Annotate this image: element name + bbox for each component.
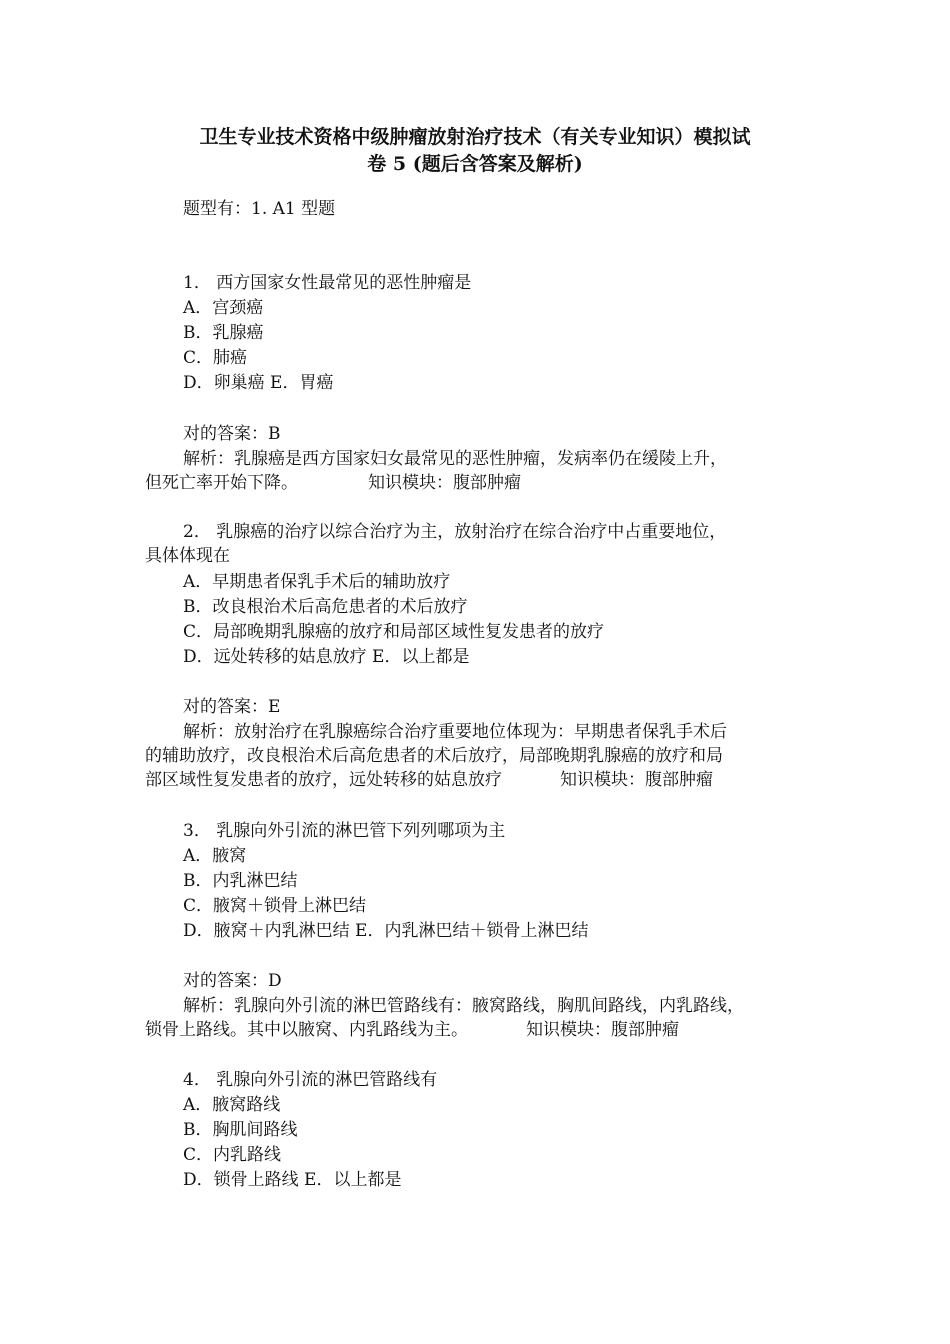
question-1-analysis-line-1: 解析：乳腺癌是西方国家妇女最常见的恶性肿瘤，发病率仍在缓陵上升， xyxy=(183,449,727,469)
knowledge-module: 知识模块：腹部肿瘤 xyxy=(368,473,521,493)
knowledge-module: 知识模块：腹部肿瘤 xyxy=(526,1020,679,1040)
question-4-option-b: B．胸肌间路线 xyxy=(183,1120,298,1140)
question-1-analysis-line-2 xyxy=(145,471,521,495)
question-2-option-a: A．早期患者保乳手术后的辅助放疗 xyxy=(183,572,451,592)
question-1-option-de: D．卵巢癌 E．胃癌 xyxy=(183,373,334,393)
question-3-option-c: C．腋窝＋锁骨上淋巴结 xyxy=(183,896,367,916)
question-3-option-a: A．腋窝 xyxy=(183,846,247,866)
question-4-option-c: C．内乳路线 xyxy=(183,1145,282,1165)
question-2-answer: 对的答案：E xyxy=(183,697,281,717)
question-4-option-a: A．腋窝路线 xyxy=(183,1095,281,1115)
question-4-option-de: D．锁骨上路线 E．以上都是 xyxy=(183,1170,402,1190)
question-2-option-c: C．局部晚期乳腺癌的放疗和局部区域性复发患者的放疗 xyxy=(183,622,605,642)
question-2-option-b: B．改良根治术后高危患者的术后放疗 xyxy=(183,597,468,617)
knowledge-module: 知识模块：腹部肿瘤 xyxy=(560,770,713,790)
question-4-stem: 4． 乳腺向外引流的淋巴管路线有 xyxy=(183,1070,438,1090)
question-2-stem-line-2: 具体体现在 xyxy=(145,546,230,566)
question-2-analysis-line-2: 的辅助放疗，改良根治术后高危患者的术后放疗，局部晚期乳腺癌的放疗和局 xyxy=(145,746,723,766)
question-2-option-de: D．远处转移的姑息放疗 E．以上都是 xyxy=(183,647,470,667)
analysis-text: 但死亡率开始下降。 xyxy=(145,473,298,493)
question-3-analysis-line-1: 解析：乳腺向外引流的淋巴管路线有：腋窝路线，胸肌间路线，内乳路线， xyxy=(183,996,744,1016)
analysis-text: 部区域性复发患者的放疗，远处转移的姑息放疗 xyxy=(145,770,502,790)
question-1-option-c: C．肺癌 xyxy=(183,348,248,368)
question-1-option-a: A．宫颈癌 xyxy=(183,298,264,318)
question-3-analysis-line-2 xyxy=(145,1018,679,1042)
title-line-1: 卫生专业技术资格中级肿瘤放射治疗技术（有关专业知识）模拟试 xyxy=(199,126,751,148)
document-title xyxy=(140,124,810,178)
title-line-2: 卷 5 (题后含答案及解析) xyxy=(367,153,583,175)
question-3-answer: 对的答案：D xyxy=(183,971,282,991)
question-2-analysis-line-1: 解析：放射治疗在乳腺癌综合治疗重要地位体现为：早期患者保乳手术后 xyxy=(183,722,727,742)
question-type: 题型有：1. A1 型题 xyxy=(183,199,336,219)
question-2-analysis-line-3 xyxy=(145,768,713,792)
question-3-option-b: B．内乳淋巴结 xyxy=(183,871,298,891)
question-1-option-b: B．乳腺癌 xyxy=(183,323,264,343)
question-2-stem-line-1: 2． 乳腺癌的治疗以综合治疗为主，放射治疗在综合治疗中占重要地位， xyxy=(183,522,727,542)
question-3-option-de: D．腋窝＋内乳淋巴结 E．内乳淋巴结＋锁骨上淋巴结 xyxy=(183,921,589,941)
question-3-stem: 3． 乳腺向外引流的淋巴管下列列哪项为主 xyxy=(183,821,506,841)
question-1-answer: 对的答案：B xyxy=(183,424,281,444)
analysis-text: 锁骨上路线。其中以腋窝、内乳路线为主。 xyxy=(145,1020,468,1040)
question-1-stem: 1． 西方国家女性最常见的恶性肿瘤是 xyxy=(183,273,472,293)
